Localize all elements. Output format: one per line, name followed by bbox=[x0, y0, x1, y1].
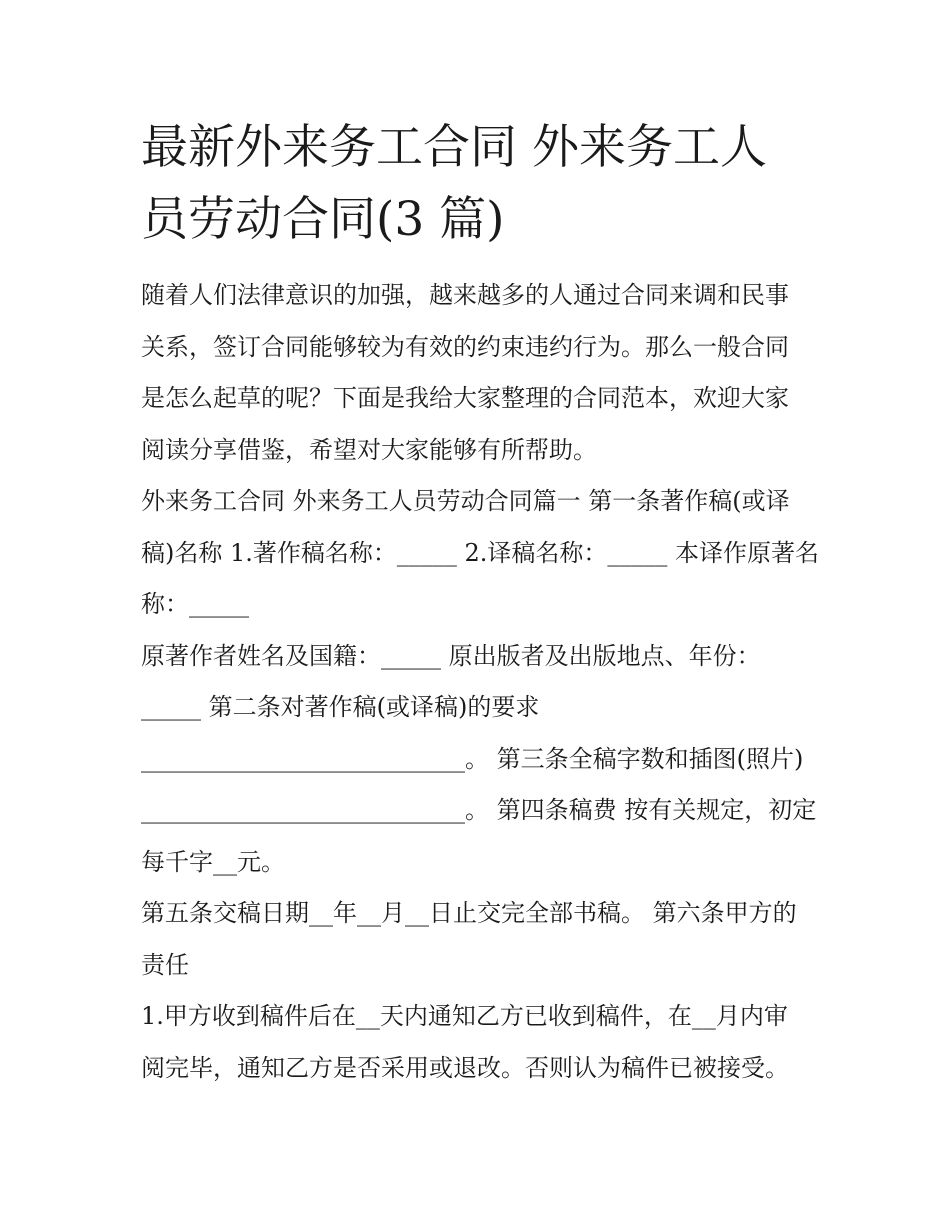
text-line: 每千字__元。 bbox=[141, 847, 285, 876]
text-line: 关系，签订合同能够较为有效的约束违约行为。那么一般合同 bbox=[141, 332, 789, 361]
text-line: 原著作者姓名及国籍：_____ 原出版者及出版地点、年份： bbox=[141, 641, 761, 670]
text-line: 随着人们法律意识的加强，越来越多的人通过合同来调和民事 bbox=[141, 281, 789, 309]
text-line: 阅完毕，通知乙方是否采用或退改。否则认为稿件已被接受。 bbox=[141, 1053, 789, 1082]
text-line: 称：_____ bbox=[141, 590, 249, 618]
text-line: ___________________________。 第四条稿费 按有关规定，初定 bbox=[141, 796, 817, 824]
clause-paragraph bbox=[141, 476, 820, 631]
text-line: 第五条交稿日期__年__月__日止交完全部书稿。 第六条甲方的 bbox=[141, 899, 797, 927]
text-line: 责任 bbox=[141, 950, 189, 979]
intro-paragraph bbox=[141, 270, 813, 476]
document-title bbox=[141, 112, 813, 256]
clause-paragraph bbox=[141, 631, 817, 889]
text-line: _____ 第二条对著作稿(或译稿)的要求 bbox=[141, 693, 540, 721]
title-line: 员劳动合同(3 篇) bbox=[141, 192, 505, 247]
text-line: 稿)名称 1.著作稿名称：_____ 2.译稿名称：_____ 本译作原著名 bbox=[141, 538, 820, 567]
title-line: 最新外来务工合同 外来务工人 bbox=[141, 120, 767, 175]
text-line: 阅读分享借鉴，希望对大家能够有所帮助。 bbox=[141, 435, 597, 464]
text-line: 1.甲方收到稿件后在__天内通知乙方已收到稿件，在__月内审 bbox=[141, 1002, 788, 1030]
clause-paragraph bbox=[141, 888, 813, 991]
clause-paragraph bbox=[141, 991, 813, 1094]
document-body bbox=[141, 112, 820, 1094]
text-line: ___________________________。 第三条全稿字数和插图(照片) bbox=[141, 744, 804, 773]
text-line: 外来务工合同 外来务工人员劳动合同篇一 第一条著作稿(或译 bbox=[141, 487, 790, 515]
text-line: 是怎么起草的呢？下面是我给大家整理的合同范本，欢迎大家 bbox=[141, 384, 789, 412]
